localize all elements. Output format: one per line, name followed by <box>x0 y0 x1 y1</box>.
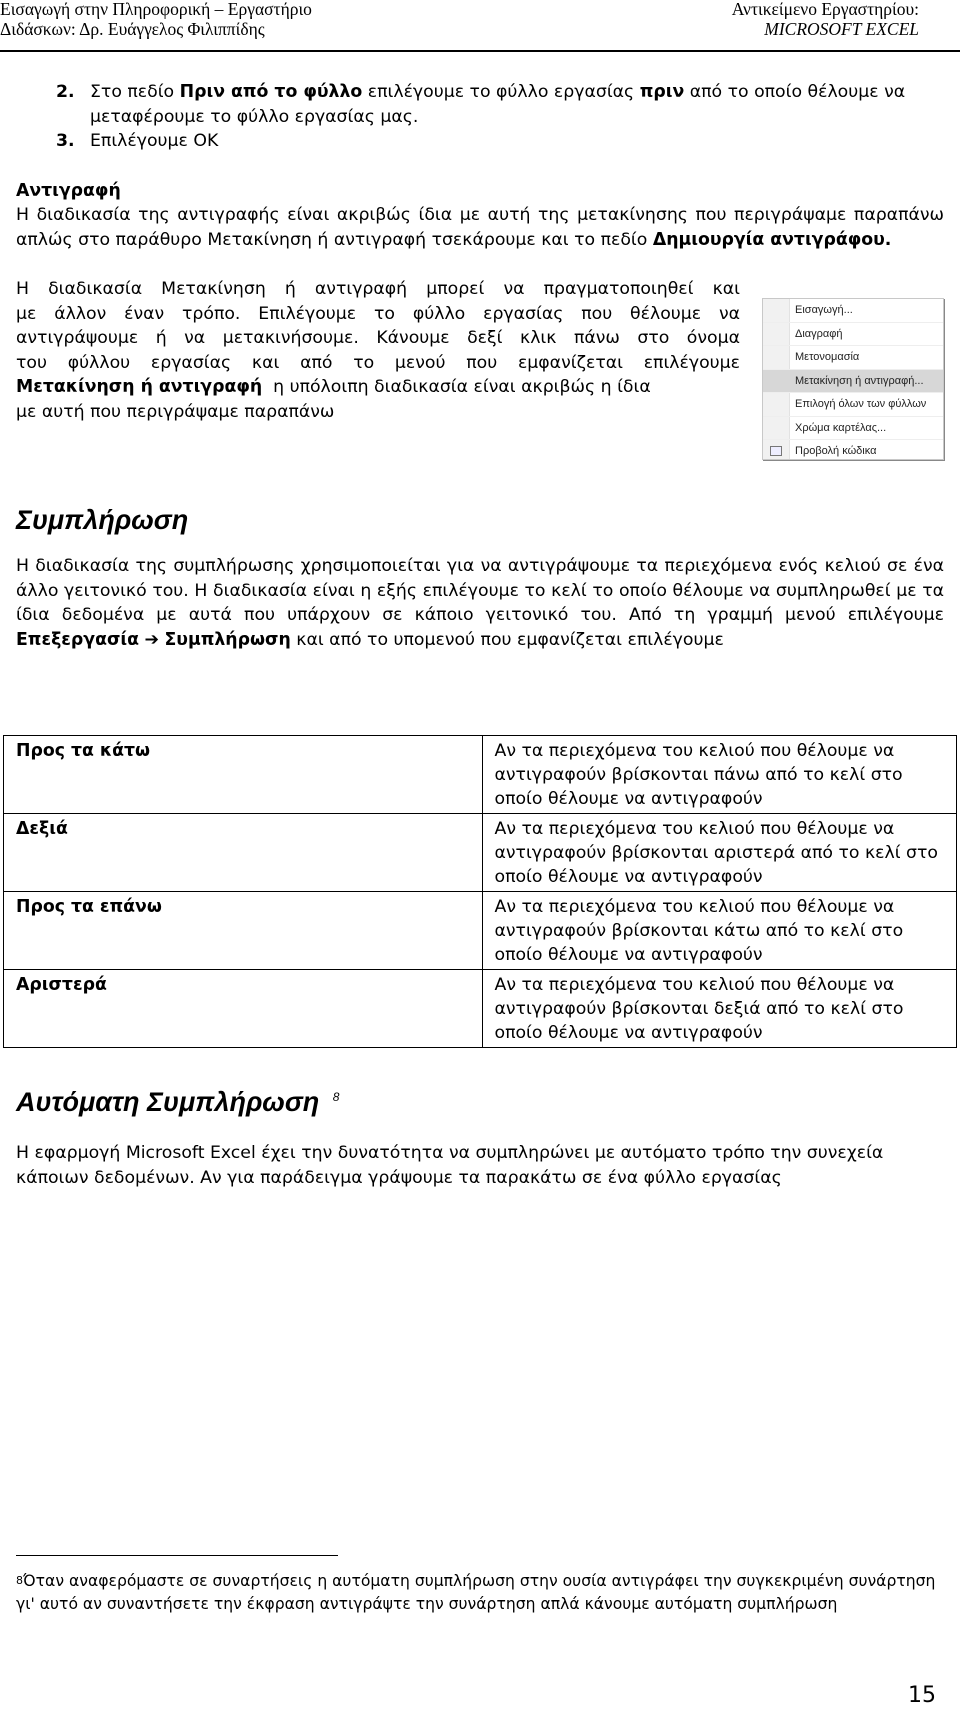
sheet-context-menu <box>762 298 944 460</box>
autofill-section <box>16 1086 946 1190</box>
fill-options-table <box>3 735 957 1048</box>
copy-paragraph: Η διαδικασία της αντιγραφής είναι ακριβώς ίδια με αυτή της μετακίνησης που περιγράψαμε παραπάνω απλώς στο παράθυρο Μετακίνηση ή αντιγραφή τσεκάρουμε και το πεδίο Δημιουργία αντιγράφου. <box>16 205 944 250</box>
alt-method-paragraph: Η διαδικασία Μετακίνηση ή αντιγραφή μπορεί να πραγματοποιηθεί και με άλλον έναν τρόπο. Επιλέγουμε το φύλλο εργασίας που θέλουμε να αντιγράψουμε ή να μετακινήσουμε. Κάνουμε δεξί κλικ πάνω στο όνομα του φύλλου εργασίας και από το μενού που εμφανίζεται επιλέγουμε Μετακίνηση ή αντιγραφή η υπόλοιπη διαδικασία είναι ακριβώς η ίδια με αυτή που περιγράψαμε παραπάνω <box>16 279 740 422</box>
footnote-mark: 8 <box>16 1574 23 1587</box>
table-row <box>4 814 957 892</box>
table-row <box>4 970 957 1048</box>
table-row <box>4 892 957 970</box>
autofill-title: Αυτόματη Συμπλήρωση <box>16 1087 320 1117</box>
menu-item-insert[interactable]: Εισαγωγή... <box>763 299 943 323</box>
footnote-text: Όταν αναφερόμαστε σε συναρτήσεις η αυτόματη συμπλήρωση στην ουσία αντιγράφει την συγκεκριμένη συνάρτηση γι' αυτό αν συναντήσετε την έκφραση αντιγράψτε την συνάρτηση απλά κάνουμε αυτόματη συμπλήρωση <box>16 1572 936 1613</box>
fill-option-desc: Αν τα περιεχόμενα του κελιού που θέλουμε να αντιγραφούν βρίσκονται κάτω από το κελί στο οποίο θέλουμε να αντιγραφούν <box>482 892 957 970</box>
table-row <box>4 736 957 814</box>
course-title: Εισαγωγή στην Πληροφορική – Εργαστήριο <box>0 0 312 19</box>
fill-option-up: Προς τα επάνω <box>4 892 483 970</box>
menu-item-tab-color[interactable]: Χρώμα καρτέλας... <box>763 417 943 441</box>
menu-item-delete[interactable]: Διαγραφή <box>763 323 943 347</box>
footnote <box>16 1571 946 1615</box>
arrow-icon: ➔ <box>144 629 159 650</box>
lab-topic-label: Αντικείμενο Εργαστηρίου: <box>731 0 919 19</box>
fill-option-desc: Αν τα περιεχόμενα του κελιού που θέλουμε να αντιγραφούν βρίσκονται αριστερά από το κελί στο οποίο θέλουμε να αντιγραφούν <box>482 814 957 892</box>
step-number: 3. <box>56 131 75 151</box>
fill-paragraph: Η διαδικασία της συμπλήρωσης χρησιμοποιείται για να αντιγράψουμε τα περιεχόμενα ενός κελιού σε ένα άλλο γειτονικό του. Η διαδικασία είναι η εξής επιλέγουμε το κελί το οποίο θέλουμε να συμπληρωθεί με τα ίδια δεδομένα με αυτά που υπάρχουν σε κάποιο γειτονικό του. Από τη γραμμή μενού επιλέγουμε Επεξεργασία ➔ Συμπλήρωση και από το υπομενού που εμφανίζεται επιλέγουμε <box>16 556 944 650</box>
step-text: Επιλέγουμε ΟΚ <box>90 131 219 151</box>
step-number: 2. <box>56 82 75 102</box>
software-name: MICROSOFT EXCEL <box>764 19 919 39</box>
instructor-name: Διδάσκων: Δρ. Ευάγγελος Φιλιππίδης <box>0 19 265 39</box>
fill-option-right: Δεξιά <box>4 814 483 892</box>
fill-section-title: Συμπλήρωση <box>16 505 189 535</box>
footnote-rule <box>16 1555 338 1556</box>
code-icon <box>770 446 782 456</box>
copy-heading: Αντιγραφή <box>16 180 121 201</box>
fill-option-left: Αριστερά <box>4 970 483 1048</box>
step-item <box>16 80 946 129</box>
menu-item-select-all-sheets[interactable]: Επιλογή όλων των φύλλων <box>763 393 943 417</box>
fill-option-down: Προς τα κάτω <box>4 736 483 814</box>
autofill-paragraph: Η εφαρμογή Microsoft Excel έχει την δυνατότητα να συμπληρώνει με αυτόματο τρόπο την συνεχεία κάποιων δεδομένων. Αν για παράδειγμα γράψουμε τα παρακάτω σε ένα φύλλο εργασίας <box>16 1143 884 1188</box>
footnote-ref: 8 <box>332 1090 340 1104</box>
page-number: 15 <box>908 1683 936 1708</box>
page-header <box>0 0 960 56</box>
fill-option-desc: Αν τα περιεχόμενα του κελιού που θέλουμε να αντιγραφούν βρίσκονται πάνω από το κελί στο οποίο θέλουμε να αντιγραφούν <box>482 736 957 814</box>
menu-item-move-copy[interactable]: Μετακίνηση ή αντιγραφή... <box>763 370 943 394</box>
step-item <box>16 129 946 154</box>
step-text: Στο πεδίο Πριν από το φύλλο επιλέγουμε το φύλλο εργασίας πριν από το οποίο θέλουμε να μεταφέρουμε το φύλλο εργασίας μας. <box>90 82 906 127</box>
fill-option-desc: Αν τα περιεχόμενα του κελιού που θέλουμε να αντιγραφούν βρίσκονται δεξιά από το κελί στο οποίο θέλουμε να αντιγραφούν <box>482 970 957 1048</box>
menu-item-view-code[interactable]: Προβολή κώδικα <box>763 440 943 463</box>
menu-item-rename[interactable]: Μετονομασία <box>763 346 943 370</box>
header-rule <box>0 50 960 52</box>
